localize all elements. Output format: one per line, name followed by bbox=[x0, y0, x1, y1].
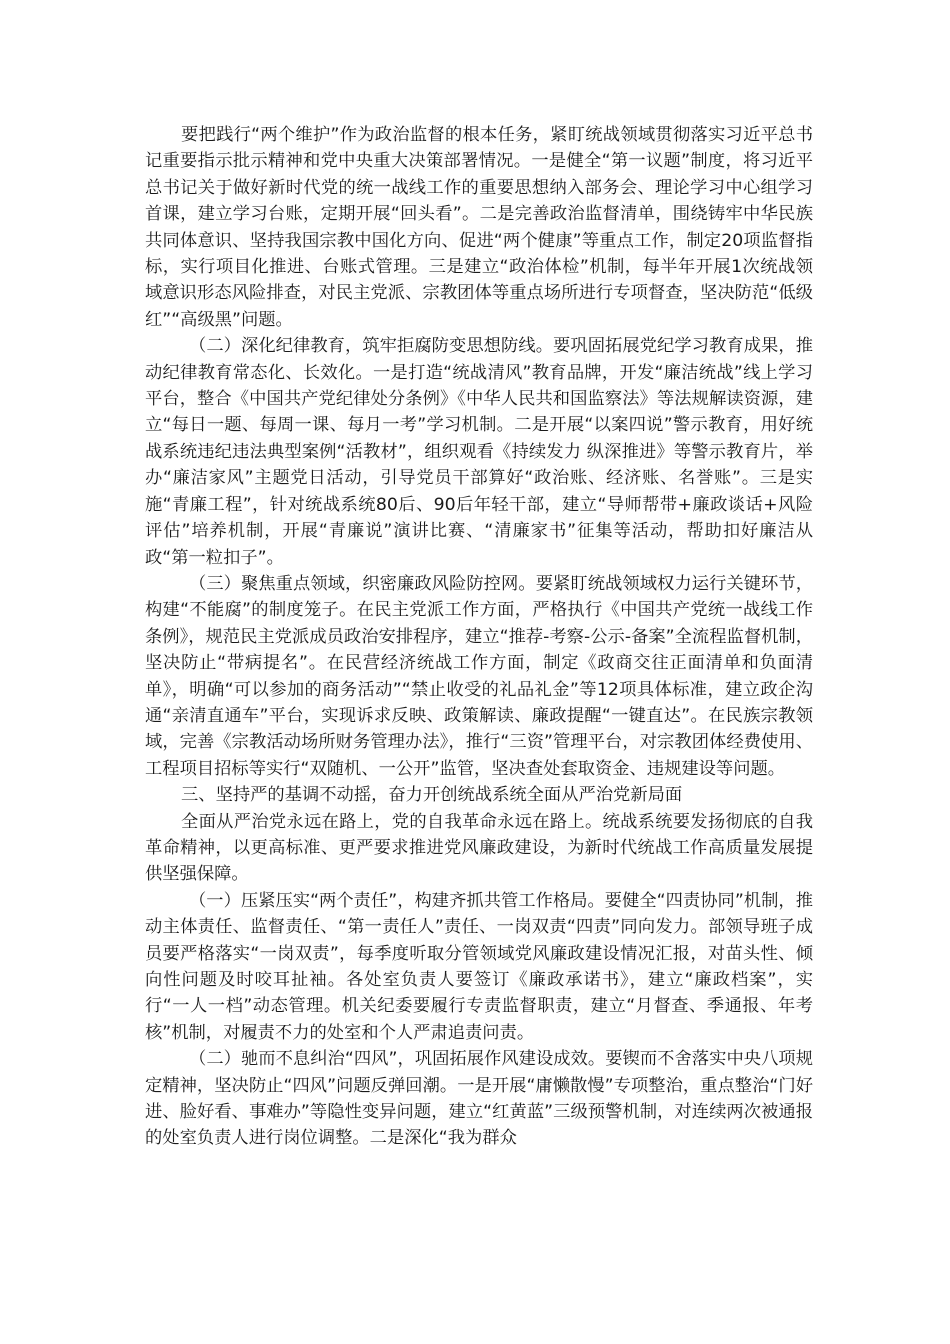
section-heading-three: 三、坚持严的基调不动摇，奋力开创统战系统全面从严治党新局面 bbox=[181, 785, 683, 806]
paragraph-discipline-education: （二）深化纪律教育，筑牢拒腐防变思想防线。要巩固拓展党纪学习教育成果，推动纪律教育常态化、长效化。一是打造“统战清风”教育品牌，开发“廉洁统战”线上学习平台，整合《中国共产党纪律处分条例》《中华人民共和国监察法》等法规解读资源，建立“每日一题、每周一课、每月一考”学习机制。二是开展“以案四说”警示教育，用好统战系统违纪违法典型案例“活教材”，组织观看《持续发力 纵深推进》等警示教育片，举办“廉洁家风”主题党日活动，引导党员干部算好“政治账、经济账、名誉账”。三是实施“青廉工程”，针对统战系统80后、90后年轻干部，建立“导师帮带+廉政谈话+风险评估”培养机制，开展“青廉说”演讲比赛、“清廉家书”征集等活动，帮助扣好廉洁从政“第一粒扣子”。 bbox=[145, 336, 813, 568]
document-page bbox=[145, 122, 813, 1152]
paragraph-key-areas: （三）聚焦重点领域，织密廉政风险防控网。要紧盯统战领域权力运行关键环节，构建“不能腐”的制度笼子。在民主党派工作方面，严格执行《中国共产党统一战线工作条例》，规范民主党派成员政治安排程序，建立“推荐-考察-公示-备案”全流程监督机制，坚决防止“带病提名”。在民营经济统战工作方面，制定《政商交往正面清单和负面清单》，明确“可以参加的商务活动”“禁止收受的礼品礼金”等12项具体标准，建立政企沟通“亲清直通车”平台，实现诉求反映、政策解读、廉政提醒“一键直达”。在民族宗教领域，完善《宗教活动场所财务管理办法》，推行“三资”管理平台，对宗教团体经费使用、工程项目招标等实行“双随机、一公开”监管，坚决查处套取资金、违规建设等问题。 bbox=[145, 573, 813, 779]
paragraph-four-winds: （二）驰而不息纠治“四风”，巩固拓展作风建设成效。要锲而不舍落实中央八项规定精神，坚决防止“四风”问题反弹回潮。一是开展“庸懒散慢”专项整治，重点整治“门好进、脸好看、事难办”等隐性变异问题，建立“红黄蓝”三级预警机制，对连续两次被通报的处室负责人进行岗位调整。二是深化“我为群众 bbox=[145, 1049, 813, 1149]
paragraph-political-supervision: 要把践行“两个维护”作为政治监督的根本任务，紧盯统战领域贯彻落实习近平总书记重要指示批示精神和党中央重大决策部署情况。一是健全“第一议题”制度，将习近平总书记关于做好新时代党的统一战线工作的重要思想纳入部务会、理论学习中心组学习首课，建立学习台账，定期开展“回头看”。二是完善政治监督清单，围绕铸牢中华民族共同体意识、坚持我国宗教中国化方向、促进“两个健康”等重点工作，制定20项监督指标，实行项目化推进、台账式管理。三是建立“政治体检”机制，每半年开展1次统战领域意识形态风险排查，对民主党派、宗教团体等重点场所进行专项督查，坚决防范“低级红”“高级黑”问题。 bbox=[145, 125, 813, 330]
paragraph-section-intro: 全面从严治党永远在路上，党的自我革命永远在路上。统战系统要发扬彻底的自我革命精神，以更高标准、更严要求推进党风廉政建设，为新时代统战工作高质量发展提供坚强保障。 bbox=[145, 811, 813, 885]
paragraph-two-responsibilities: （一）压紧压实“两个责任”，构建齐抓共管工作格局。要健全“四责协同”机制，推动主体责任、监督责任、“第一责任人”责任、一岗双责“四责”同向发力。部领导班子成员要严格落实“一岗双责”，每季度听取分管领域党风廉政建设情况汇报，对苗头性、倾向性问题及时咬耳扯袖。各处室负责人要签订《廉政承诺书》，建立“廉政档案”，实行“一人一档”动态管理。机关纪委要履行专责监督职责，建立“月督查、季通报、年考核”机制，对履责不力的处室和个人严肃追责问责。 bbox=[145, 890, 813, 1043]
